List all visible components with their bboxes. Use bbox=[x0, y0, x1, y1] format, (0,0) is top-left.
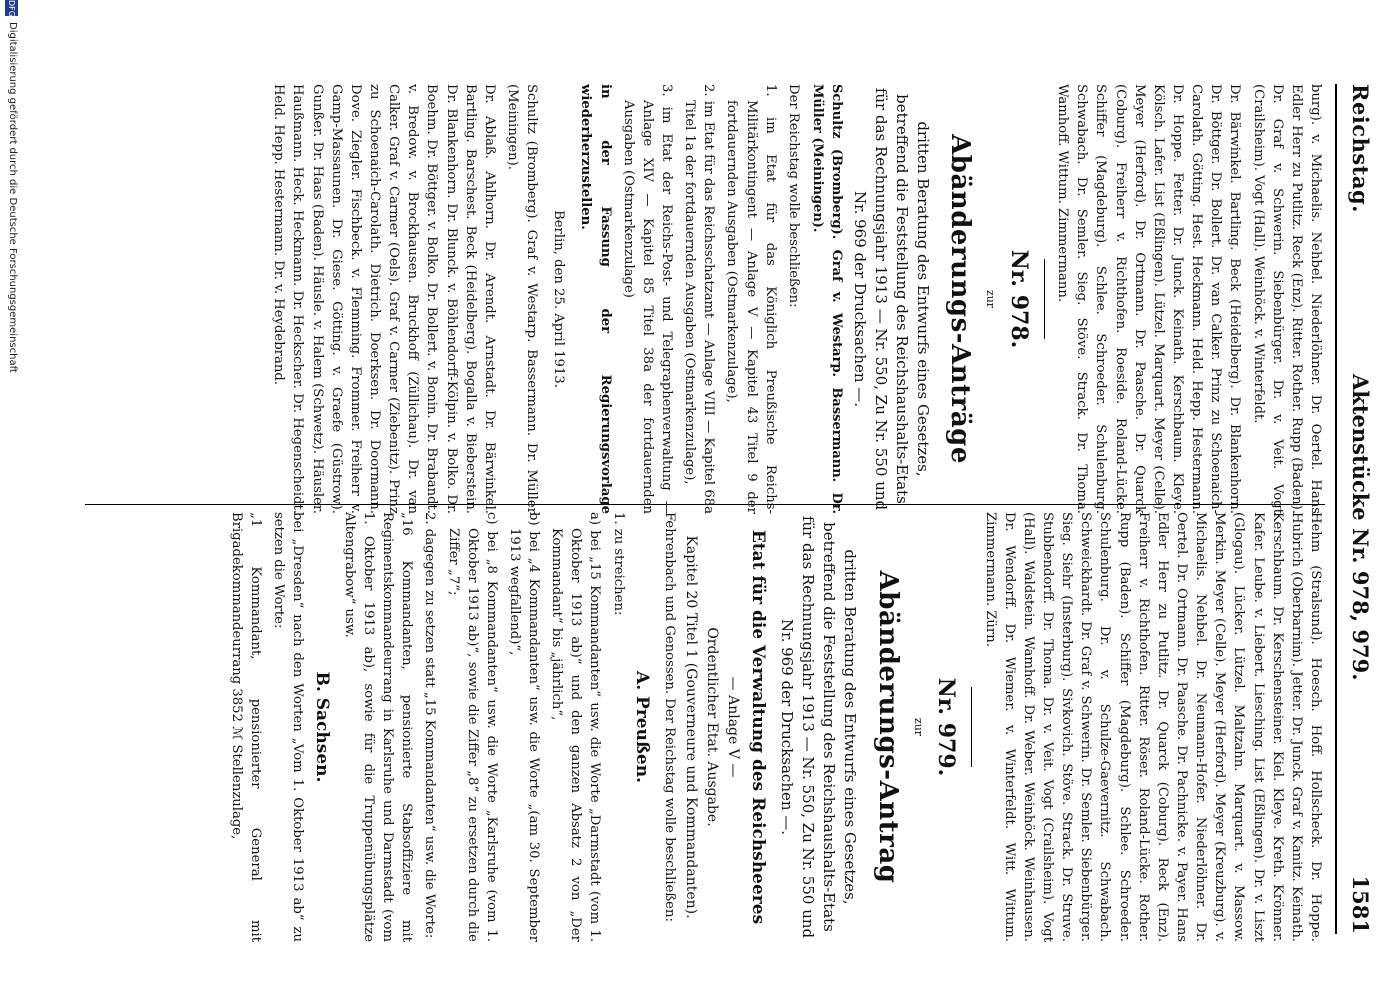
header-left: Reichstag. bbox=[1348, 84, 1373, 213]
list-item: 2. im Etat für das Reichsschatzamt — Anlage VIII — Kapitel 68a Titel 1a der fortdauernden Ausgaben (Ostmarkenzulage), bbox=[682, 84, 717, 514]
doc-number: Nr. 979. bbox=[933, 677, 960, 777]
list-item: 1. im Etat für das Königlich Preußische Reichs-Militärkontingent — Anlage V — Kapitel 43 Titel 9 der fortdauernden Ausgaben (Ostmarkenzulage), bbox=[724, 84, 778, 514]
list-item: 3. im Etat der Reichs-Post- und Telegraphenverwaltung — Anlage XIV — Kapitel 85 Titel 38a der fortdauernden Ausgaben (Ostmarkenzulage) bbox=[620, 84, 674, 514]
etat-heading: Etat für die Verwaltung des Reichsheeres bbox=[747, 529, 768, 925]
page-header bbox=[1333, 84, 1373, 934]
intro-names: Schultz (Bromberg). Graf v. Westarp. Bassermann. Dr. Müller (Meiningen). bbox=[809, 84, 844, 514]
section-text: „1 Kommandant, pensionierter General mit Brigadekommandeurrang 3852 ℳ Stellenzulage, bbox=[228, 512, 263, 942]
header-rule bbox=[1335, 84, 1337, 934]
signers-list: Dr. Ablaß. Ahlhorn. Dr. Arendt. Arnstadt. Dr. Bärwinkel. Bartling. Barschest. Beck (Heidelberg). Bogalla v. Bieberstein. Dr. Blankenhorn. Dr. Blunck. v. Böhlendorff-Kölpin. v. Bolko. Dr. Boehm. Dr. Böttger. v. Bolko. Dr. Bollert. v. Bonin. Dr. Brabandt. v. Bredow. v. Brockhausen. Bruckhoff (Züllichau). Dr. van Calker. Graf v. Carmer (Oels). Graf v. Carmer (Ziebenitz). Prinz zu Schoenaich-Carolath. Dietrich. Doerksen. Dr. Doormann. Dove. Ziegler. Fischbeck. v. Flemming. Frommer. Freiherr v. Gamp-Massaunen. Dr. Giese. Götting. v. Graefe (Güstrow). Gunßer. Dr. Haas (Baden). Häusle. v. Halem (Schwetz). Häusler. Haußmann. Heck. Heckmann. Dr. Heckscher. Dr. Hegenscheidt. Held. Hepp. Hestermann. Dr. v. Heydebrand. bbox=[271, 84, 497, 514]
separator bbox=[971, 687, 972, 767]
closing-text: in der Fassung der Regierungsvorlage wiederherzustellen. bbox=[578, 84, 613, 514]
doc-body: dritten Beratung des Entwurfs eines Gesetzes, betreffend die Feststellung des Reichshaushalts-Etats für das Rechnungsjahr 1913 — Nr. 550, Zu Nr. 550 und Nr. 969 der Drucksachen —. bbox=[850, 87, 932, 511]
footer bbox=[0, 0, 20, 1000]
footer-text: Digitalisierung gefördert durch die Deutsche Forschungsgemeinschaft bbox=[7, 22, 18, 373]
doc-zur: zur bbox=[984, 289, 998, 309]
doc-title: Abänderungs-Antrag bbox=[872, 570, 903, 884]
list-item: 1. zu streichen: bbox=[610, 512, 626, 616]
section-text: bei „Dresden“ nach den Worten „Vom 1. Oktober 1913 ab“ zu setzen die Worte: bbox=[270, 512, 306, 942]
names-block: Hehm (Stralsund). Hoesch. Hoff. Hollscheck. Dr. Hoppe. Hubrich (Oberbarnim). Jetter. Dr. Junck. Graf v. Kanitz. Keinath. Kerschbaum. Dr. Kerschensteiner. Kiel. Kleye. Kreth. Krönner. Kafer. Leube. v. Liebert. Liesching. List (Eßlingen). Dr. v. Liszt (Glogau). Lücker. Lützel. Maltzahn. Marquart. v. Massow. Merkin. Meyer (Celle). Meyer (Herford). Meyer (Kreuzburg). v. Michaelis. Nehbel. Dr. Neumann-Hofer. Niederlöhner. Dr. Oertel. Dr. Ortmann. Dr. Paasche. Dr. Pachnicke. v. Payer. Hans Edler Herr zu Putlitz. Dr. Quarck (Coburg). Reck (Enz). Freiherr v. Richthofen. Ritter. Röser. Roland-Lücke. Rother. Rupp (Baden). Schiffer (Magdeburg). Schlee. Schroeder. Schulenburg. Dr. v. Schulze-Gaevernitz. Schwabach. Schweickhardt. Dr. Graf v. Schwerin. Dr. Semler. Siebenbürger. Sieg. Siehr (Insterburg). Sivkovich. Stöve. Strack. Dr. Struve. Stubbendorff. Dr. Thoma. Dr. v. Veit. Vogt (Crailsheim). Vogt (Hall). Waldstein. Wamhoff. Dr. Weber. Weinhöck. Weinhausen. Dr. Wendorff. Dr. Wiemer. v. Winterfeldt. Witt. Wittum. Zimmermann. Zürn. bbox=[982, 512, 1323, 942]
list-item: b) bei „4 Kommandanten“ usw. die Worte „(am 30. September 1913 wegfallend)“, bbox=[506, 512, 542, 942]
dfg-logo: DFG bbox=[7, 0, 16, 17]
list-item-text: „16 Kommandanten, pensionierte Stabsoffiziere mit Regimentskommandeurrang in Karlsruhe und Darmstadt (vom 1. Oktober 1913 ab), sowie für die Truppenübungsplätze Altengrabow“ usw. bbox=[341, 512, 415, 942]
names-block: Dr. Bärwinkel. Bartling. Beck (Heidelberg). Dr. Blankenhorn. Dr. Böttger. Dr. Bollert. Dr. van Calker. Prinz zu Schoenaich-Carolath. Götting. Hest. Heckmann. Held. Hepp. Hestermann. Dr. Hoppe. Fetter. Dr. Junck. Keinath. Kerschbaum. Kleye. Kölsch. Lafer. List (Eßlingen). Lützel. Marquart. Meyer (Celle). Meyer (Herford). Dr. Ortmann. Dr. Paasche. Dr. Quarck (Coburg). Freiherr v. Richthofen. Roeside. Roland-Lücke. Schiffer (Magdeburg). Schlee. Schroeder. Schulenburg. Schwabach. Dr. Semler. Sieg. Stöve. Strack. Dr. Thoma. Wamhoff. Wittum. Zimmermann. bbox=[1055, 84, 1243, 514]
names-block: burg). v. Michaelis. Nehbel. Niederlöhner. Dr. Oertel. Hans Edler Herr zu Putlitz. Reck (Enz). Ritter. Rother. Rupp (Baden). Dr. Graf v. Schwerin. Siebenbürger. Dr. v. Veit. Vogt (Crailsheim). Vogt (Hall). Weinhöck. v. Winterfeldt. bbox=[1250, 84, 1323, 514]
left-column bbox=[265, 84, 1325, 514]
etat-sub: — Anlage V — bbox=[725, 676, 742, 778]
header-center: Aktenstücke Nr. 978, 979. bbox=[1348, 374, 1373, 681]
list-item: c) bei „8 Kommandanten“ usw. die Worte „Karlsruhe (vom 1. Oktober 1913 ab)“, sowie die Ziffer „8“ zu ersetzen durch die Ziffer „7“; bbox=[445, 512, 499, 942]
separator bbox=[1044, 259, 1045, 339]
right-column bbox=[222, 512, 1325, 942]
list-item: a) bei „15 Kommandanten“ usw. die Worte „Darmstadt (vom 1. Oktober 1913 ab)“ und den ganzen Absatz 2 von „Der Kommandant“ bis „jährlich“, bbox=[549, 512, 603, 942]
etat-sub: Kapitel 20 Titel 1 (Gouverneure und Kommandanten). bbox=[682, 535, 699, 919]
section-heading: B. Sachsen. bbox=[311, 671, 332, 783]
intro-text: Fehrenbach und Genossen. Der Reichstag wolle beschließen: bbox=[662, 512, 678, 922]
page-number: 1581 bbox=[1348, 875, 1373, 934]
doc-body: dritten Beratung des Entwurfs eines Gesetzes, betreffend die Feststellung des Reichshaushalts-Etats für das Rechnungsjahr 1913 — Nr. 550, Zu Nr. 550 und Nr. 969 der Drucksachen —. bbox=[777, 515, 859, 939]
doc-zur: zur bbox=[911, 717, 925, 737]
list-item: 2. dagegen zu setzen statt „15 Kommandanten“ usw. die Worte: bbox=[422, 512, 438, 939]
signers-lead: Schultz (Bromberg). Graf v. Westarp. Bassermann. Dr. Müller (Meiningen). bbox=[505, 84, 540, 514]
intro-text: Der Reichstag wolle beschließen: bbox=[785, 84, 801, 308]
date-line: Berlin, den 25. April 1913. bbox=[551, 210, 567, 388]
doc-number: Nr. 978. bbox=[1006, 249, 1033, 349]
section-heading: A. Preußen. bbox=[632, 671, 653, 783]
etat-sub: Ordentlicher Etat. Ausgabe. bbox=[704, 627, 721, 827]
doc-title: Abänderungs-Anträge bbox=[945, 134, 976, 464]
